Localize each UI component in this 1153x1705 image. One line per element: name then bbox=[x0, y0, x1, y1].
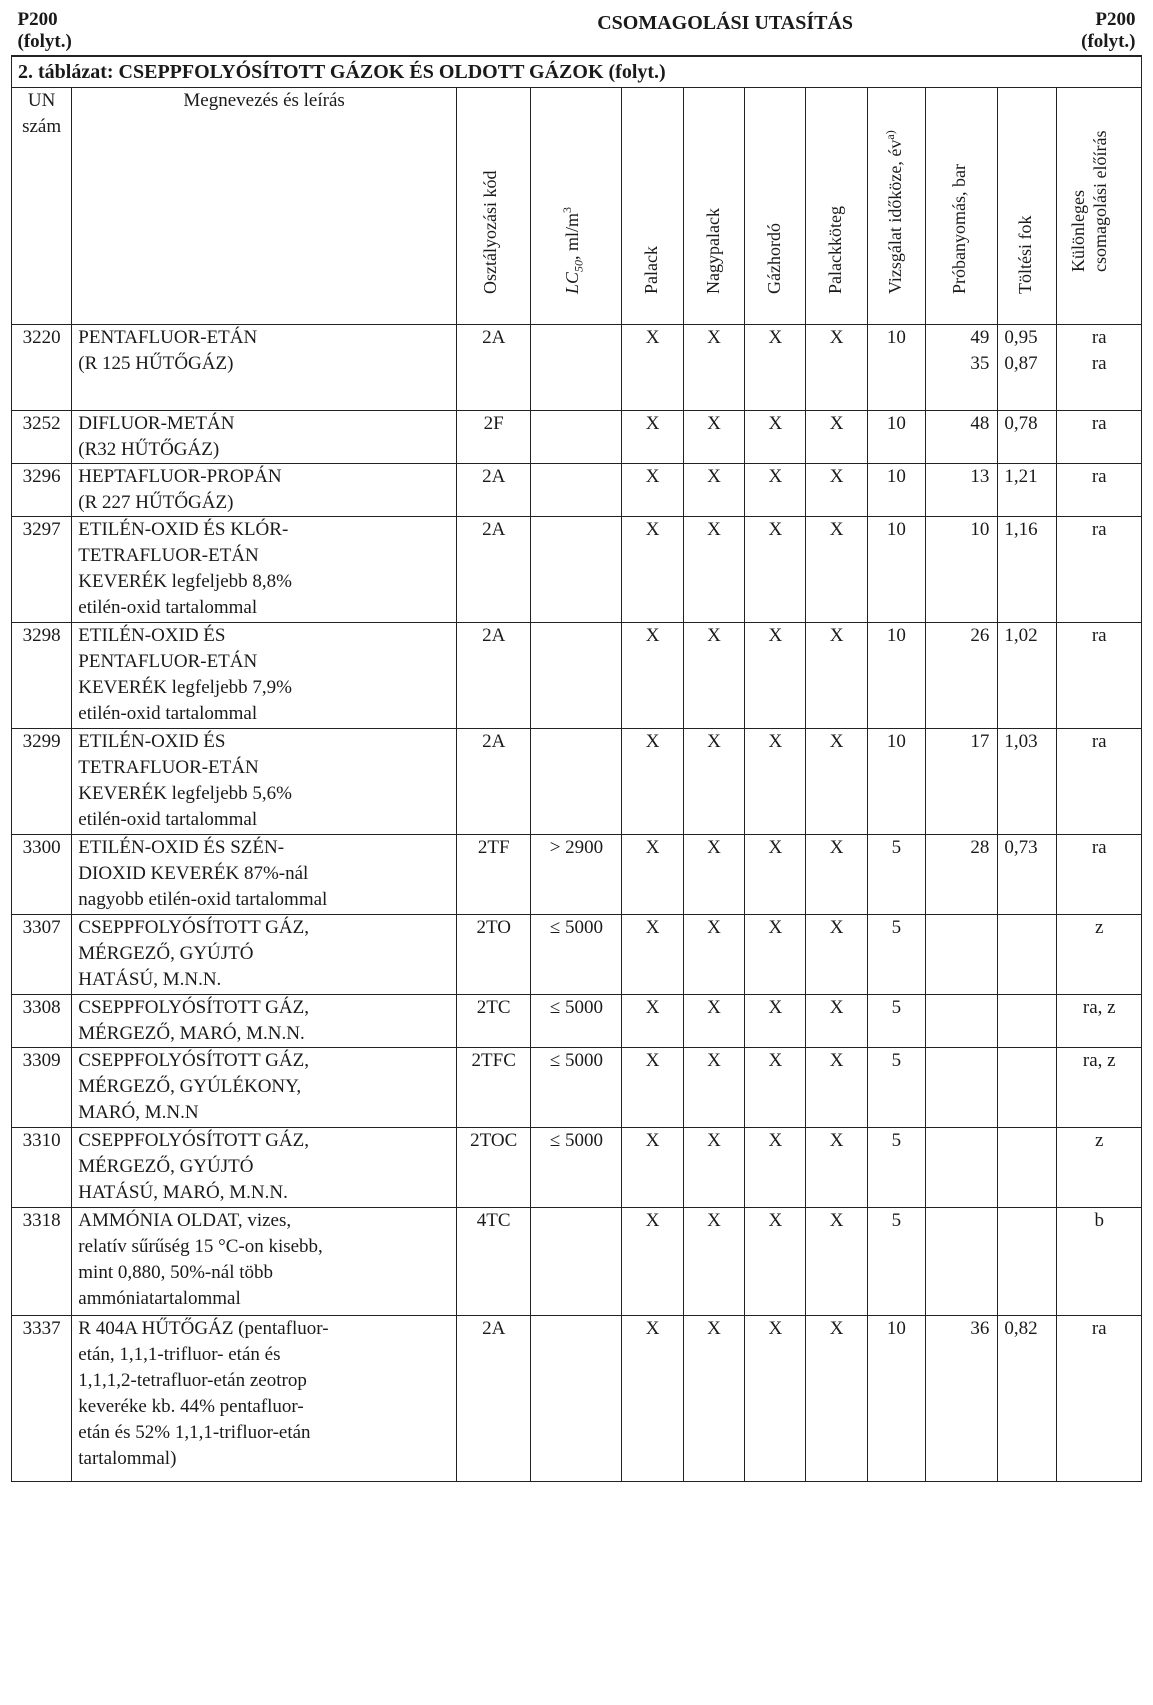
fill-cell bbox=[998, 915, 1057, 995]
palackkoteg-cell: X bbox=[806, 729, 867, 835]
un-cell: 3300 bbox=[12, 835, 72, 915]
pressure-cell: 17 bbox=[925, 729, 997, 835]
fill-cell: 0,78 bbox=[998, 411, 1057, 464]
palack-cell: X bbox=[622, 915, 683, 995]
col-nagypalack bbox=[683, 88, 744, 325]
un-cell: 3297 bbox=[12, 517, 72, 623]
special-cell: z bbox=[1057, 915, 1142, 995]
lc50-subscript: 50 bbox=[572, 259, 587, 272]
palack-cell: X bbox=[622, 325, 683, 411]
table-row bbox=[12, 325, 1142, 411]
header-right-sub: (folyt.) bbox=[1081, 31, 1136, 52]
fill-cell bbox=[998, 1208, 1057, 1316]
gazhordo-cell: X bbox=[745, 623, 806, 729]
name-cell: PENTAFLUOR-ETÁN (R 125 HŰTŐGÁZ) bbox=[72, 325, 457, 411]
un-cell: 3318 bbox=[12, 1208, 72, 1316]
table-row bbox=[12, 517, 1142, 623]
nagypalack-cell: X bbox=[683, 1048, 744, 1128]
col-interval bbox=[867, 88, 925, 325]
interval-cell: 5 bbox=[867, 995, 925, 1048]
table-row bbox=[12, 729, 1142, 835]
gazhordo-cell: X bbox=[745, 517, 806, 623]
special-line2: csomagolási előírás bbox=[1090, 130, 1111, 272]
lc50-cell bbox=[531, 1316, 622, 1482]
table-row bbox=[12, 835, 1142, 915]
nagypalack-cell: X bbox=[683, 623, 744, 729]
palack-cell: X bbox=[622, 1128, 683, 1208]
col-special-label bbox=[1067, 131, 1111, 272]
pressure-cell bbox=[925, 915, 997, 995]
gazhordo-cell: X bbox=[745, 1128, 806, 1208]
table-row bbox=[12, 995, 1142, 1048]
un-cell: 3337 bbox=[12, 1316, 72, 1482]
un-cell: 3309 bbox=[12, 1048, 72, 1128]
class-code-cell: 2A bbox=[456, 623, 531, 729]
palackkoteg-cell: X bbox=[806, 517, 867, 623]
column-header-row bbox=[12, 88, 1142, 325]
palackkoteg-cell: X bbox=[806, 623, 867, 729]
special-cell: ra bbox=[1057, 623, 1142, 729]
name-cell: ETILÉN-OXID ÉS KLÓR- TETRAFLUOR-ETÁN KEVERÉK legfeljebb 8,8% etilén-oxid tartalommal bbox=[72, 517, 457, 623]
palack-cell: X bbox=[622, 1208, 683, 1316]
palack-cell: X bbox=[622, 835, 683, 915]
col-fill bbox=[998, 88, 1057, 325]
interval-cell: 5 bbox=[867, 835, 925, 915]
col-name: Megnevezés és leírás bbox=[72, 88, 457, 325]
nagypalack-cell: X bbox=[683, 835, 744, 915]
name-cell: CSEPPFOLYÓSÍTOTT GÁZ, MÉRGEZŐ, GYÚJTÓ HATÁSÚ, MARÓ, M.N.N. bbox=[72, 1128, 457, 1208]
col-un-line2: szám bbox=[22, 116, 62, 137]
class-code-cell: 2A bbox=[456, 517, 531, 623]
un-cell: 3252 bbox=[12, 411, 72, 464]
class-code-cell: 2TC bbox=[456, 995, 531, 1048]
palack-cell: X bbox=[622, 411, 683, 464]
table-title: 2. táblázat: CSEPPFOLYÓSÍTOTT GÁZOK ÉS OLDOTT GÁZOK (folyt.) bbox=[12, 56, 1142, 88]
special-cell: ra, z bbox=[1057, 995, 1142, 1048]
gazhordo-cell: X bbox=[745, 995, 806, 1048]
col-lc50 bbox=[531, 88, 622, 325]
lc50-cell bbox=[531, 464, 622, 517]
col-pressure bbox=[925, 88, 997, 325]
table-row bbox=[12, 1048, 1142, 1128]
un-cell: 3298 bbox=[12, 623, 72, 729]
nagypalack-cell: X bbox=[683, 995, 744, 1048]
special-cell: b bbox=[1057, 1208, 1142, 1316]
interval-cell: 10 bbox=[867, 325, 925, 411]
fill-cell: 0,95 0,87 bbox=[998, 325, 1057, 411]
fill-cell bbox=[998, 1128, 1057, 1208]
fill-cell bbox=[998, 995, 1057, 1048]
interval-text: Vizsgálat időköze, év bbox=[884, 139, 905, 294]
nagypalack-cell: X bbox=[683, 411, 744, 464]
nagypalack-cell: X bbox=[683, 915, 744, 995]
table-row bbox=[12, 411, 1142, 464]
palackkoteg-cell: X bbox=[806, 995, 867, 1048]
gazhordo-cell: X bbox=[745, 835, 806, 915]
name-cell: R 404A HŰTŐGÁZ (pentafluor- etán, 1,1,1-trifluor- etán és 1,1,1,2-tetrafluor-etán zeotrop keveréke kb. 44% pentafluor- etán és 52% 1,1,1-trifluor-etán tartalommal) bbox=[72, 1316, 457, 1482]
name-cell: CSEPPFOLYÓSÍTOTT GÁZ, MÉRGEZŐ, GYÚJTÓ HATÁSÚ, M.N.N. bbox=[72, 915, 457, 995]
gazhordo-cell: X bbox=[745, 411, 806, 464]
palack-cell: X bbox=[622, 464, 683, 517]
nagypalack-cell: X bbox=[683, 464, 744, 517]
class-code-cell: 2F bbox=[456, 411, 531, 464]
interval-cell: 10 bbox=[867, 623, 925, 729]
col-pressure-label: Próbanyomás, bar bbox=[948, 164, 969, 294]
header-left-code: P200 bbox=[17, 9, 58, 30]
table-row bbox=[12, 623, 1142, 729]
special-cell: z bbox=[1057, 1128, 1142, 1208]
nagypalack-cell: X bbox=[683, 1128, 744, 1208]
gazhordo-cell: X bbox=[745, 1316, 806, 1482]
lc50-cell bbox=[531, 729, 622, 835]
special-cell: ra bbox=[1057, 464, 1142, 517]
packing-instruction-table bbox=[11, 7, 1142, 1482]
lc50-unit: , ml/m bbox=[562, 212, 583, 260]
gazhordo-cell: X bbox=[745, 325, 806, 411]
interval-cell: 10 bbox=[867, 464, 925, 517]
lc50-cell: ≤ 5000 bbox=[531, 995, 622, 1048]
col-fill-label: Töltési fok bbox=[1015, 215, 1036, 294]
interval-cell: 10 bbox=[867, 411, 925, 464]
fill-cell: 1,03 bbox=[998, 729, 1057, 835]
col-un bbox=[12, 88, 72, 325]
special-cell: ra bbox=[1057, 411, 1142, 464]
lc50-superscript: 3 bbox=[560, 206, 575, 213]
name-cell: ETILÉN-OXID ÉS SZÉN- DIOXID KEVERÉK 87%-nál nagyobb etilén-oxid tartalommal bbox=[72, 835, 457, 915]
gazhordo-cell: X bbox=[745, 464, 806, 517]
lc50-cell: ≤ 5000 bbox=[531, 1048, 622, 1128]
palack-cell: X bbox=[622, 623, 683, 729]
table-row bbox=[12, 1208, 1142, 1316]
class-code-cell: 2A bbox=[456, 464, 531, 517]
un-cell: 3299 bbox=[12, 729, 72, 835]
header-left-sub: (folyt.) bbox=[17, 31, 72, 52]
palackkoteg-cell: X bbox=[806, 1048, 867, 1128]
pressure-cell bbox=[925, 1048, 997, 1128]
class-code-cell: 2A bbox=[456, 325, 531, 411]
interval-cell: 10 bbox=[867, 1316, 925, 1482]
palackkoteg-cell: X bbox=[806, 325, 867, 411]
gazhordo-cell: X bbox=[745, 1048, 806, 1128]
lc50-letters: LC bbox=[562, 271, 583, 294]
lc50-cell bbox=[531, 623, 622, 729]
fill-cell: 1,02 bbox=[998, 623, 1057, 729]
class-code-cell: 4TC bbox=[456, 1208, 531, 1316]
gazhordo-cell: X bbox=[745, 729, 806, 835]
nagypalack-cell: X bbox=[683, 729, 744, 835]
pressure-cell: 28 bbox=[925, 835, 997, 915]
col-gazhordo-label: Gázhordó bbox=[764, 223, 785, 294]
col-palackkoteg-label: Palackköteg bbox=[825, 206, 846, 294]
col-palackkoteg bbox=[806, 88, 867, 325]
palack-cell: X bbox=[622, 995, 683, 1048]
pressure-cell: 13 bbox=[925, 464, 997, 517]
interval-cell: 10 bbox=[867, 517, 925, 623]
table-row bbox=[12, 915, 1142, 995]
lc50-cell: > 2900 bbox=[531, 835, 622, 915]
interval-cell: 5 bbox=[867, 1048, 925, 1128]
palack-cell: X bbox=[622, 1316, 683, 1482]
pressure-cell: 10 bbox=[925, 517, 997, 623]
class-code-cell: 2TF bbox=[456, 835, 531, 915]
pressure-cell: 36 bbox=[925, 1316, 997, 1482]
pressure-cell bbox=[925, 1128, 997, 1208]
class-code-cell: 2A bbox=[456, 729, 531, 835]
fill-cell: 0,82 bbox=[998, 1316, 1057, 1482]
col-nagypalack-label: Nagypalack bbox=[702, 208, 723, 294]
header-title-text: CSOMAGOLÁSI UTASÍTÁS bbox=[597, 12, 854, 34]
table-row bbox=[12, 1316, 1142, 1482]
interval-cell: 5 bbox=[867, 915, 925, 995]
name-cell: CSEPPFOLYÓSÍTOTT GÁZ, MÉRGEZŐ, MARÓ, M.N.N. bbox=[72, 995, 457, 1048]
lc50-cell bbox=[531, 411, 622, 464]
pressure-cell: 48 bbox=[925, 411, 997, 464]
un-cell: 3308 bbox=[12, 995, 72, 1048]
name-cell: HEPTAFLUOR-PROPÁN (R 227 HŰTŐGÁZ) bbox=[72, 464, 457, 517]
un-cell: 3310 bbox=[12, 1128, 72, 1208]
lc50-cell: ≤ 5000 bbox=[531, 915, 622, 995]
palackkoteg-cell: X bbox=[806, 1316, 867, 1482]
nagypalack-cell: X bbox=[683, 1208, 744, 1316]
col-special bbox=[1057, 88, 1142, 325]
interval-cell: 5 bbox=[867, 1208, 925, 1316]
lc50-cell bbox=[531, 517, 622, 623]
special-cell: ra ra bbox=[1057, 325, 1142, 411]
header-title bbox=[456, 7, 997, 56]
class-code-cell: 2A bbox=[456, 1316, 531, 1482]
pressure-cell: 26 bbox=[925, 623, 997, 729]
document-header bbox=[12, 7, 1142, 56]
special-cell: ra, z bbox=[1057, 1048, 1142, 1128]
palack-cell: X bbox=[622, 517, 683, 623]
palack-cell: X bbox=[622, 729, 683, 835]
interval-cell: 5 bbox=[867, 1128, 925, 1208]
palack-cell: X bbox=[622, 1048, 683, 1128]
interval-cell: 10 bbox=[867, 729, 925, 835]
col-palack bbox=[622, 88, 683, 325]
palackkoteg-cell: X bbox=[806, 1208, 867, 1316]
col-interval-label bbox=[884, 130, 906, 294]
class-code-cell: 2TFC bbox=[456, 1048, 531, 1128]
lc50-cell: ≤ 5000 bbox=[531, 1128, 622, 1208]
fill-cell: 0,73 bbox=[998, 835, 1057, 915]
header-left bbox=[12, 7, 457, 56]
special-cell: ra bbox=[1057, 517, 1142, 623]
palackkoteg-cell: X bbox=[806, 411, 867, 464]
special-cell: ra bbox=[1057, 1316, 1142, 1482]
col-palack-label: Palack bbox=[641, 246, 662, 294]
name-cell: ETILÉN-OXID ÉS TETRAFLUOR-ETÁN KEVERÉK legfeljebb 5,6% etilén-oxid tartalommal bbox=[72, 729, 457, 835]
nagypalack-cell: X bbox=[683, 517, 744, 623]
table-row bbox=[12, 1128, 1142, 1208]
fill-cell: 1,21 bbox=[998, 464, 1057, 517]
un-cell: 3220 bbox=[12, 325, 72, 411]
header-right-code: P200 bbox=[1095, 9, 1136, 30]
special-cell: ra bbox=[1057, 835, 1142, 915]
lc50-cell bbox=[531, 1208, 622, 1316]
name-cell: ETILÉN-OXID ÉS PENTAFLUOR-ETÁN KEVERÉK legfeljebb 7,9% etilén-oxid tartalommal bbox=[72, 623, 457, 729]
table-title-row bbox=[12, 56, 1142, 88]
class-code-cell: 2TO bbox=[456, 915, 531, 995]
col-gazhordo bbox=[745, 88, 806, 325]
palackkoteg-cell: X bbox=[806, 464, 867, 517]
document-page bbox=[11, 7, 1142, 1482]
pressure-cell bbox=[925, 1208, 997, 1316]
header-right bbox=[998, 7, 1142, 56]
special-line1: Különleges bbox=[1068, 190, 1089, 272]
nagypalack-cell: X bbox=[683, 1316, 744, 1482]
gazhordo-cell: X bbox=[745, 915, 806, 995]
name-cell: DIFLUOR-METÁN (R32 HŰTŐGÁZ) bbox=[72, 411, 457, 464]
fill-cell bbox=[998, 1048, 1057, 1128]
col-class-code bbox=[456, 88, 531, 325]
lc50-cell bbox=[531, 325, 622, 411]
palackkoteg-cell: X bbox=[806, 835, 867, 915]
nagypalack-cell: X bbox=[683, 325, 744, 411]
palackkoteg-cell: X bbox=[806, 1128, 867, 1208]
col-class-code-label: Osztályozási kód bbox=[479, 170, 500, 294]
fill-cell: 1,16 bbox=[998, 517, 1057, 623]
class-code-cell: 2TOC bbox=[456, 1128, 531, 1208]
pressure-cell bbox=[925, 995, 997, 1048]
table-body bbox=[12, 325, 1142, 1482]
name-cell: CSEPPFOLYÓSÍTOTT GÁZ, MÉRGEZŐ, GYÚLÉKONY, MARÓ, M.N.N bbox=[72, 1048, 457, 1128]
un-cell: 3296 bbox=[12, 464, 72, 517]
special-cell: ra bbox=[1057, 729, 1142, 835]
pressure-cell: 49 35 bbox=[925, 325, 997, 411]
gazhordo-cell: X bbox=[745, 1208, 806, 1316]
col-lc50-label bbox=[560, 206, 587, 294]
name-cell: AMMÓNIA OLDAT, vizes, relatív sűrűség 15 °C-on kisebb, mint 0,880, 50%-nál több ammóniatartalommal bbox=[72, 1208, 457, 1316]
interval-footnote: a) bbox=[882, 130, 897, 140]
table-row bbox=[12, 464, 1142, 517]
col-un-line1: UN bbox=[27, 90, 56, 111]
palackkoteg-cell: X bbox=[806, 915, 867, 995]
un-cell: 3307 bbox=[12, 915, 72, 995]
